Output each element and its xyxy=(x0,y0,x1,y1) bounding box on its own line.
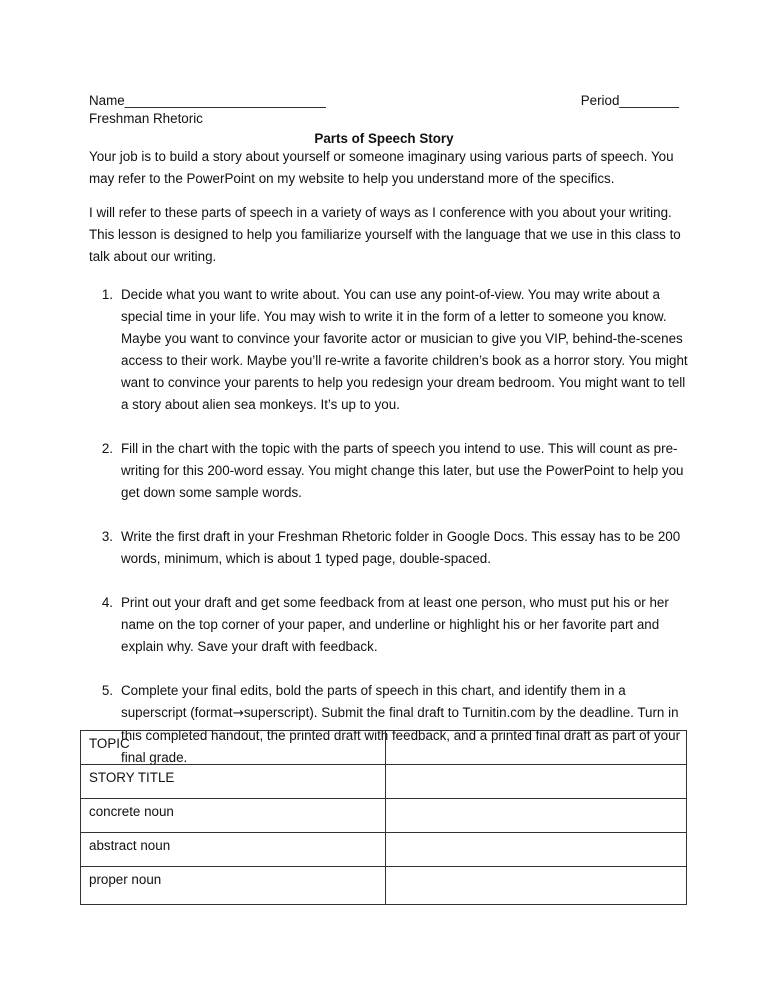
parts-of-speech-chart xyxy=(80,730,687,905)
step-text: Decide what you want to write about. You can use any point-of-view. You may write about a special time in your life. You may wish to write it in the form of a letter to someone you know. Maybe you want to convince your favorite actor or musician to give you VIP, behind-the-scenes access to their work. Maybe you’ll re-write a favorite children’s book as a horror story. You might want to convince your parents to help you redesign your dream bedroom. You might want to tell a story about alien sea monkeys. It’s up to you. xyxy=(121,287,688,412)
step-number: 2. xyxy=(101,441,113,456)
table-row xyxy=(81,765,687,799)
row-label: STORY TITLE xyxy=(81,765,386,799)
intro-paragraph-1: Your job is to build a story about yourself or someone imaginary using various parts of speech. You may refer to the PowerPoint on my website to help you understand more of the specifics. xyxy=(89,149,674,186)
table-row xyxy=(81,867,687,905)
step-number: 1. xyxy=(101,287,113,302)
step-text: Print out your draft and get some feedback from at least one person, who must put his or her name on the top corner of your paper, and underline or highlight his or her favorite part and explain why. Save your draft with feedback. xyxy=(121,595,669,654)
row-label: proper noun xyxy=(81,867,386,905)
step-text: Fill in the chart with the topic with the parts of speech you intend to use. This will count as pre-writing for this 200-word essay. You might change this later, but use the PowerPoint to help you get down some sample words. xyxy=(121,441,684,500)
row-label: TOPIC xyxy=(81,731,386,765)
step-text-part: superscript). Submit the final draft to Turnitin.com by the deadline. Turn in this completed handout, the printed draft with feedback, and a printed final draft as part of your final grade. xyxy=(121,705,681,765)
step-item xyxy=(89,526,689,570)
instruction-steps xyxy=(89,284,689,791)
row-answer-cell xyxy=(386,765,687,799)
row-label: concrete noun xyxy=(81,799,386,833)
page-title: Parts of Speech Story xyxy=(314,131,454,146)
right-arrow-icon: → xyxy=(232,706,244,721)
row-answer-cell xyxy=(386,833,687,867)
step-number: 4. xyxy=(101,595,113,610)
row-label: abstract noun xyxy=(81,833,386,867)
row-answer-cell xyxy=(386,731,687,765)
row-answer-cell xyxy=(386,867,687,905)
course-name: Freshman Rhetoric xyxy=(89,111,203,126)
intro-paragraph-2: I will refer to these parts of speech in a variety of ways as I conference with you about your writing. This lesson is designed to help you familiarize yourself with the language that we use in this class to talk about our writing. xyxy=(89,205,681,264)
step-number: 5. xyxy=(101,683,113,698)
step-number: 3. xyxy=(101,529,113,544)
step-item xyxy=(89,592,689,658)
step-text-part: Complete your final edits, bold the parts of speech in this chart, and identify them in a superscript (format xyxy=(121,683,626,720)
step-item xyxy=(89,438,689,504)
table-row xyxy=(81,731,687,765)
table-row xyxy=(81,799,687,833)
name-field-label: Name___________________________ xyxy=(89,93,326,108)
row-answer-cell xyxy=(386,799,687,833)
period-field-label: Period________ xyxy=(580,93,679,108)
step-item xyxy=(89,284,689,416)
step-text: Write the first draft in your Freshman Rhetoric folder in Google Docs. This essay has to be 200 words, minimum, which is about 1 typed page, double-spaced. xyxy=(121,529,681,566)
table-row xyxy=(81,833,687,867)
